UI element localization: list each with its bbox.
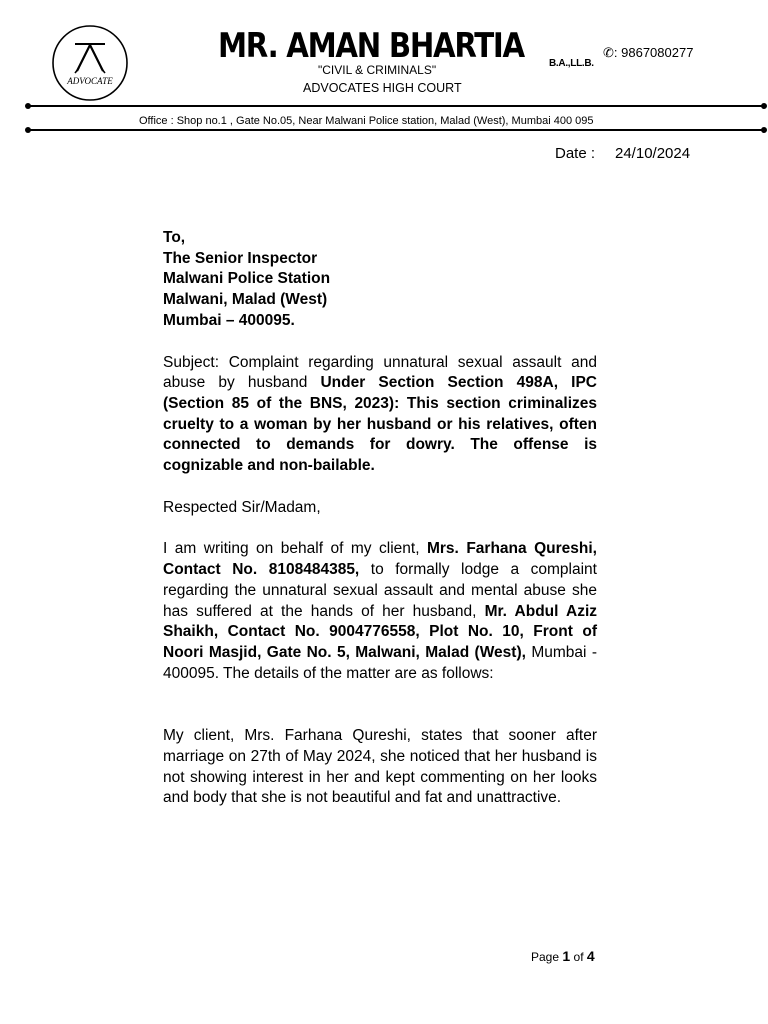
logo-text: ADVOCATE [67, 76, 113, 86]
letter-body [163, 228, 597, 809]
header-divider-bottom [28, 129, 764, 131]
phone-icon: ✆ [603, 45, 614, 60]
address-line: Malwani Police Station [163, 270, 331, 288]
page-number: Page 1 of 4 [531, 948, 595, 964]
court-name: ADVOCATES HIGH COURT [303, 81, 462, 95]
advocate-logo [51, 24, 129, 102]
phone-number: ✆: 9867080277 [603, 45, 694, 60]
facts-paragraph: My client, Mrs. Farhana Qureshi, states that sooner after marriage on 27th of May 2024, she noticed that her husband is not showing interest in her and kept commenting on her looks and body that she is not beautiful and fat and unattractive. [163, 727, 597, 807]
address-line: To, [163, 229, 186, 246]
address-line: Mumbai – 400095. [163, 311, 295, 329]
advocate-degree: B.A.,LL.B. [549, 58, 594, 69]
subject-paragraph: Subject: Complaint regarding unnatural sexual assault and abuse by husband Under Section Section 498A, IPC (Section 85 of the BNS, 2023): This section criminalizes cruelty to a woman by her husband or his relatives, often connected to demands for dowry. The offense is cognizable and non-bailable. [163, 353, 597, 475]
office-address: Office : Shop no.1 , Gate No.05, Near Malwani Police station, Malad (West), Mumbai 400 095 [139, 115, 594, 127]
intro-paragraph: I am writing on behalf of my client, Mrs. Farhana Qureshi, Contact No. 8108484385, to formally lodge a complaint regarding the unnatural sexual assault and mental abuse she has suffered at the hands of her husband, Mr. Abdul Aziz Shaikh, Contact No. 9004776558, Plot No. 10, Front of Noori Masjid, Gate No. 5, Malwani, Malad (West), Mumbai - 400095. The details of the matter are as follows: [163, 540, 598, 682]
advocate-name: MR. AMAN BHARTIA [218, 26, 524, 66]
address-line: Malwani, Malad (West) [163, 291, 328, 309]
header-divider-top [28, 105, 764, 107]
practice-area: "CIVIL & CRIMINALS" [318, 63, 437, 77]
salutation: Respected Sir/Madam, [163, 498, 321, 516]
date-label: Date : [555, 145, 596, 162]
address-line: The Senior Inspector [163, 249, 318, 267]
date-value: 24/10/2024 [615, 145, 691, 162]
recipient-address [163, 228, 597, 332]
